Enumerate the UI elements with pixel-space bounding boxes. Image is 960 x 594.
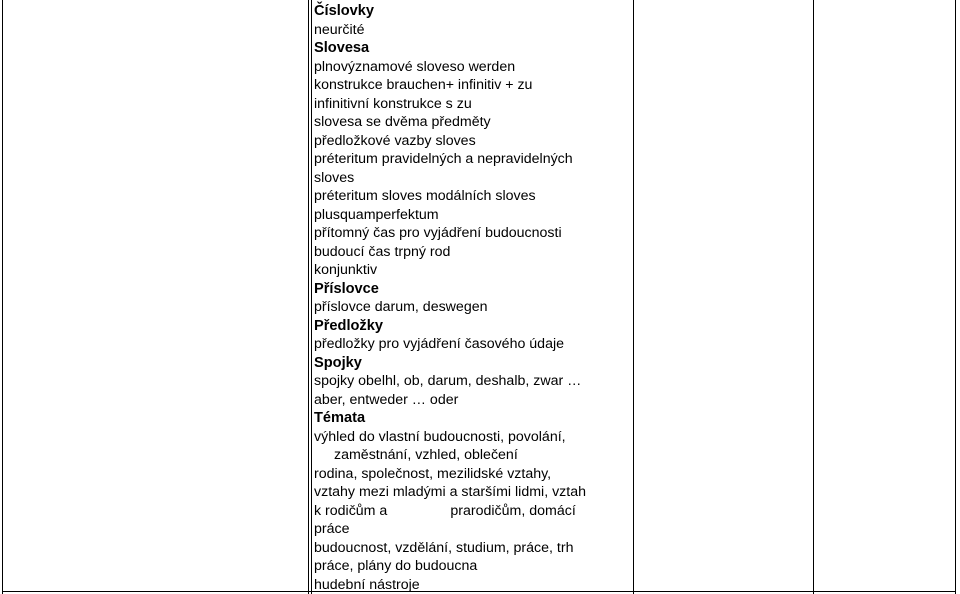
text-line: práce [314,521,350,537]
text-line: příslovce darum, deswegen [314,299,488,315]
text-line: budoucnost, vzdělání, studium, práce, trh [314,539,574,556]
text-line: plnovýznamové sloveso werden [314,58,516,75]
text-line: budoucí čas trpný rod [314,243,451,260]
text-line: předložky pro vyjádření časového údaje [314,336,565,352]
text-line: slovesa se dvěma předměty [314,114,491,130]
section-heading: Slovesa [314,40,370,56]
text-line: výhled do vlastní budoucnosti, povolání, [314,428,566,445]
section-heading: Číslovky [314,3,375,19]
text-line: plusquamperfektum [314,206,439,223]
table-column-divider [813,0,814,594]
text-line: hudební nástroje [314,576,420,593]
text-line: neurčité [314,21,365,38]
table-right-border [955,0,956,594]
text-line: práce, plány do budoucna [314,558,478,574]
text-line: spojky obelhl, ob, darum, deshalb, zwar … [314,373,582,389]
text-line: předložkové vazby sloves [314,132,476,149]
text-line: infinitivní konstrukce s zu [314,95,472,112]
text-line: k rodičům a prarodičům, domácí [314,502,576,519]
text-line: zaměstnání, vzhled, oblečení [334,447,518,463]
section-heading: Předložky [314,317,383,334]
text-line: konjunktiv [314,262,378,278]
text-line: rodina, společnost, mezilidské vztahy, [314,465,552,482]
text-line: konstrukce brauchen+ infinitiv + zu [314,77,533,93]
text-line: préteritum sloves modálních sloves [314,188,536,204]
table-column-divider [633,0,634,594]
text-line: sloves [314,169,355,186]
section-heading: Témata [314,410,366,426]
section-heading: Spojky [314,354,362,371]
section-heading: Příslovce [314,280,379,297]
table-column-divider [308,0,309,594]
text-line: přítomný čas pro vyjádření budoucnosti [314,225,562,241]
table-column-divider [311,0,312,594]
table-left-border [2,0,3,594]
text-line: aber, entweder … oder [314,391,459,408]
content-cell [314,2,632,594]
text-line: vztahy mezi mladými a staršími lidmi, vztah [314,484,586,500]
text-line: préteritum pravidelných a nepravidelných [314,151,573,167]
